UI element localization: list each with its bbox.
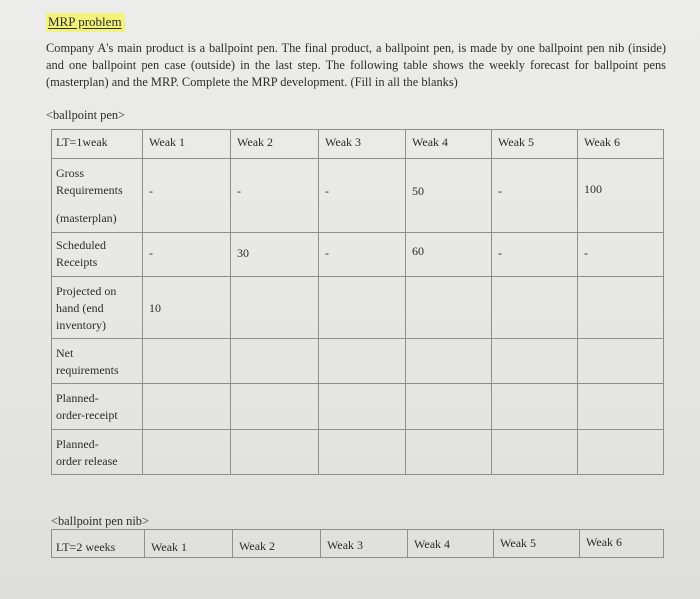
week-header-3: Weak 3	[319, 130, 406, 159]
receipt-week-2[interactable]	[231, 384, 319, 430]
release-week-5[interactable]	[492, 430, 578, 475]
nib-week-header-5: Weak 5	[494, 530, 580, 558]
scheduled-week-1: -	[143, 233, 231, 277]
net-week-1[interactable]	[143, 339, 231, 384]
release-week-3[interactable]	[319, 430, 406, 475]
gross-week-6: 100	[578, 159, 664, 233]
receipt-week-6[interactable]	[578, 384, 664, 430]
net-week-2[interactable]	[231, 339, 319, 384]
net-week-3[interactable]	[319, 339, 406, 384]
week-header-4: Weak 4	[406, 130, 492, 159]
scheduled-week-3: -	[319, 233, 406, 277]
release-week-4[interactable]	[406, 430, 492, 475]
projected-week-6[interactable]	[578, 277, 664, 339]
week-header-5: Weak 5	[492, 130, 578, 159]
receipt-week-4[interactable]	[406, 384, 492, 430]
row-label: Projected on hand (end inventory)	[52, 277, 143, 339]
scheduled-receipts-row	[52, 233, 664, 277]
nib-week-header-4: Weak 4	[408, 530, 494, 558]
lt-label-cell: LT=1weak	[52, 130, 143, 159]
week-header-1: Weak 1	[143, 130, 231, 159]
projected-week-2[interactable]	[231, 277, 319, 339]
nib-header-row	[52, 530, 664, 558]
row-label: Net requirements	[52, 339, 143, 384]
gross-week-3: -	[319, 159, 406, 233]
row-label: Gross Requirements (masterplan)	[52, 159, 143, 233]
scheduled-week-6: -	[578, 233, 664, 277]
problem-description: Company A's main product is a ballpoint pen. The final product, a ballpoint pen, is made by one ballpoint pen nib (inside) and one ballpoint pen case (outside) in the last step. The following table shows the weekly forecast for ballpoint pens (masterplan) and the MRP. Complete the MRP development. (Fill in all the blanks)	[46, 41, 666, 89]
receipt-week-3[interactable]	[319, 384, 406, 430]
gross-week-2: -	[231, 159, 319, 233]
page-title: MRP problem	[46, 13, 125, 32]
receipt-week-5[interactable]	[492, 384, 578, 430]
pen-mrp-table	[51, 129, 664, 475]
pen-header-row	[52, 130, 664, 159]
scheduled-week-2: 30	[231, 233, 319, 277]
gross-requirements-row	[52, 159, 664, 233]
gross-week-5: -	[492, 159, 578, 233]
scheduled-week-5: -	[492, 233, 578, 277]
release-week-6[interactable]	[578, 430, 664, 475]
gross-week-1: -	[143, 159, 231, 233]
projected-week-4[interactable]	[406, 277, 492, 339]
row-label: Scheduled Receipts	[52, 233, 143, 277]
planned-order-release-row	[52, 430, 664, 475]
nib-week-header-1: Weak 1	[145, 530, 233, 558]
pen-section-heading: <ballpoint pen>	[46, 108, 126, 122]
planned-order-receipt-row	[52, 384, 664, 430]
net-week-6[interactable]	[578, 339, 664, 384]
week-header-6: Weak 6	[578, 130, 664, 159]
week-header-2: Weak 2	[231, 130, 319, 159]
projected-on-hand-row	[52, 277, 664, 339]
nib-week-header-6: Weak 6	[580, 530, 664, 558]
scheduled-week-4: 60	[406, 233, 492, 277]
receipt-week-1[interactable]	[143, 384, 231, 430]
nib-section-heading: <ballpoint pen nib>	[51, 514, 149, 528]
projected-week-5[interactable]	[492, 277, 578, 339]
row-label: Planned- order release	[52, 430, 143, 475]
release-week-1[interactable]	[143, 430, 231, 475]
nib-week-header-2: Weak 2	[233, 530, 321, 558]
net-week-5[interactable]	[492, 339, 578, 384]
projected-week-1[interactable]: 10	[143, 277, 231, 339]
nib-week-header-3: Weak 3	[321, 530, 408, 558]
nib-lt-label-cell: LT=2 weeks	[52, 530, 145, 558]
projected-week-3[interactable]	[319, 277, 406, 339]
gross-week-4: 50	[406, 159, 492, 233]
release-week-2[interactable]	[231, 430, 319, 475]
row-label: Planned- order-receipt	[52, 384, 143, 430]
nib-mrp-table	[51, 529, 664, 558]
net-week-4[interactable]	[406, 339, 492, 384]
net-requirements-row	[52, 339, 664, 384]
